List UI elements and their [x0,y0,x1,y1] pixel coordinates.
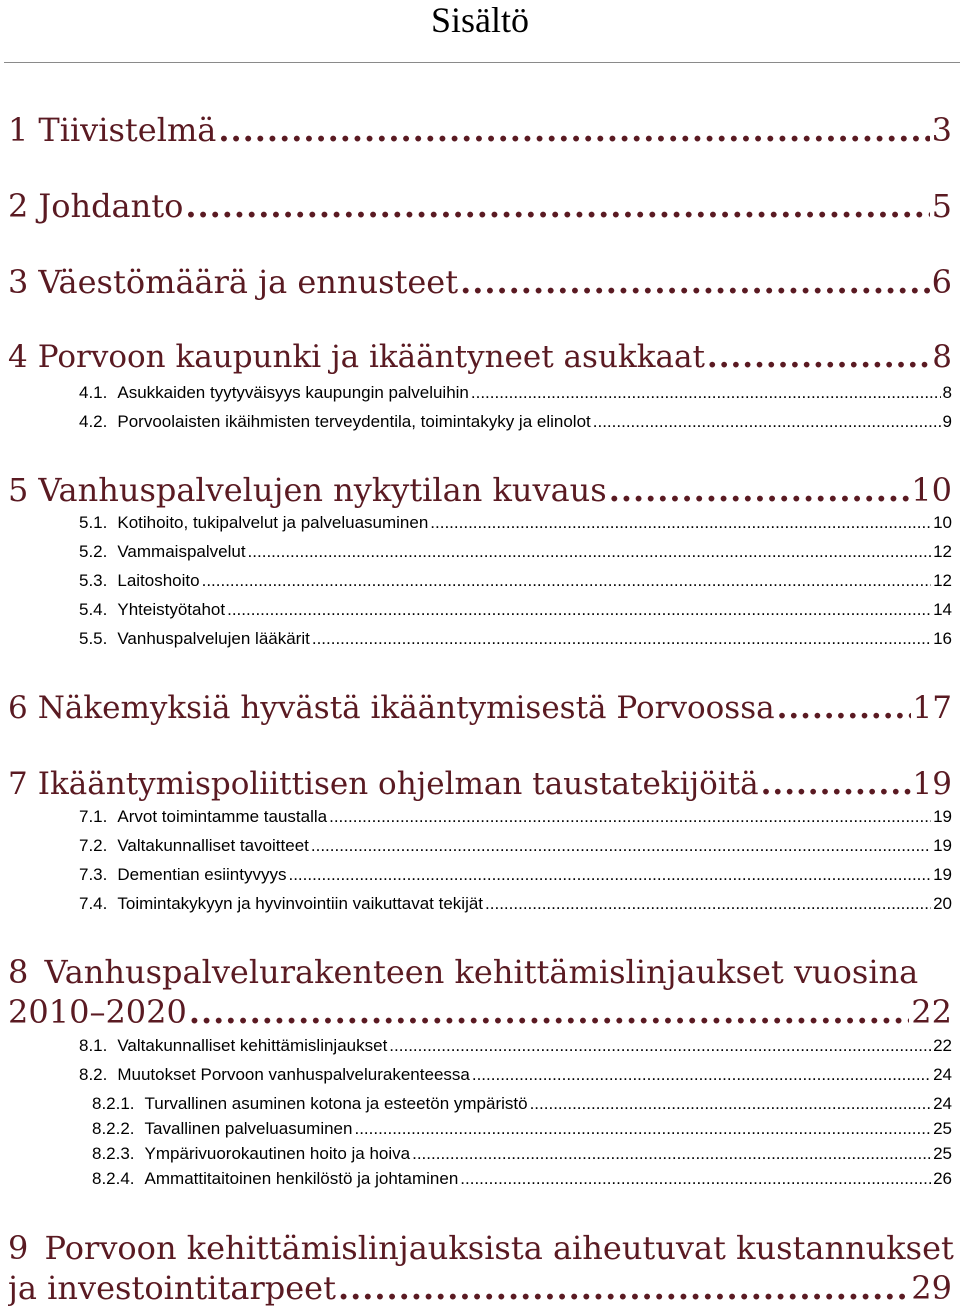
toc-entry-3[interactable] [8,262,952,302]
toc-entry-number: 8 [8,953,29,991]
dot-leader [248,541,932,563]
toc-entry-1[interactable] [8,110,952,150]
toc-entry-page: 10 [933,513,952,532]
toc-entry-title-line1 [8,952,952,992]
toc-entry-page: 26 [933,1169,952,1188]
dot-leader [311,835,931,857]
toc-entry-number: 2 [8,187,29,225]
page-title: Sisältö [430,0,529,40]
dot-leader [485,893,931,915]
toc-entry-title: Ammattitaitoinen henkilöstö ja johtaminen [144,1169,459,1188]
toc-entry-page: 22 [933,1036,952,1055]
toc-entry-number: 9 [8,1229,29,1267]
toc-entry-page: 9 [942,412,952,431]
toc-entry-number: 4.1. [79,383,108,402]
toc-entry-page: 29 [911,1269,952,1307]
toc-entry-title: Vammaispalvelut [117,542,246,561]
toc-entry-page: 14 [933,600,952,619]
toc-entry-7-1[interactable] [79,806,952,828]
toc-entry-8-2[interactable] [79,1064,952,1086]
toc-entry-page: 3 [931,111,952,149]
dot-leader [227,599,931,621]
toc-entry-8-1[interactable] [79,1035,952,1057]
toc-entry-page: 12 [933,571,952,590]
dot-leader [412,1143,931,1165]
dot-leader [288,864,931,886]
dot-leader [312,628,931,650]
dot-leader [338,1268,909,1308]
toc-entry-title: Vanhuspalvelujen lääkärit [117,629,310,648]
toc-entry-8[interactable] [8,952,952,1032]
toc-entry-title: Näkemyksiä hyvästä ikääntymisestä Porvoossa [37,690,775,726]
toc-entry-5-4[interactable] [79,599,952,621]
toc-entry-8-2-4[interactable] [92,1168,952,1190]
toc-entry-number: 8.2.1. [92,1094,135,1113]
toc-entry-title: Porvoon kehittämislinjauksista aiheutuvat kustannukset [44,1229,954,1267]
toc-entry-5[interactable] [8,470,952,510]
toc-entry-title: Porvoon kaupunki ja ikääntyneet asukkaat [37,339,705,375]
toc-entry-title: Ympärivuorokautinen hoito ja hoiva [144,1144,411,1163]
toc-entry-page: 24 [933,1065,952,1084]
toc-entry-title: Dementian esiintyvyys [117,865,287,884]
toc-entry-8-2-2[interactable] [92,1118,952,1140]
toc-entry-title: Väestömäärä ja ennusteet [38,263,459,301]
toc-entry-title-continued: ja investointitarpeet [8,1269,336,1307]
toc-entry-number: 7.4. [79,894,108,913]
toc-entry-title: Muutokset Porvoon vanhuspalvelurakenteessa [117,1065,470,1084]
dot-leader [202,570,931,592]
toc-entry-number: 7.1. [79,807,108,826]
toc-entry-number: 8.2. [79,1065,108,1084]
toc-entry-title: Asukkaiden tyytyväisyys kaupungin palveluihin [117,383,469,402]
toc-entry-number: 8.1. [79,1036,108,1055]
dot-leader [185,186,929,226]
toc-entry-title: Turvallinen asuminen kotona ja esteetön ympäristö [144,1094,528,1113]
toc-entry-5-1[interactable] [79,512,952,534]
toc-entry-page: 12 [933,542,952,561]
toc-entry-title: Ikääntymispoliittisen ohjelman taustatekijöitä [37,766,759,802]
toc-entry-title-line2 [8,1268,952,1308]
toc-entry-title: Tiivistelmä [38,111,217,149]
toc-entry-title: Vanhuspalvelurakenteen kehittämislinjaukset vuosina [44,953,919,991]
dot-leader [707,337,930,377]
toc-entry-page: 8 [932,339,952,375]
toc-entry-page: 5 [931,187,952,225]
toc-entry-4-2[interactable] [79,411,952,433]
toc-entry-number: 5.2. [79,542,108,561]
toc-entry-8-2-3[interactable] [92,1143,952,1165]
toc-entry-number: 5.3. [79,571,108,590]
toc-entry-page: 16 [933,629,952,648]
toc-entry-4[interactable] [8,337,952,377]
toc-entry-page: 6 [931,263,952,301]
toc-entry-5-5[interactable] [79,628,952,650]
toc-entry-4-1[interactable] [79,382,952,404]
dot-leader [761,764,911,804]
toc-entry-7-4[interactable] [79,893,952,915]
dot-leader [329,806,931,828]
toc-entry-page: 19 [933,836,952,855]
dot-leader [354,1118,931,1140]
toc-entry-page: 8 [942,383,952,402]
toc-entry-page: 10 [911,471,952,509]
toc-entry-number: 5 [8,471,29,509]
toc-entry-title: Yhteistyötahot [117,600,226,619]
toc-entry-page: 19 [933,807,952,826]
dot-leader [471,382,941,404]
toc-entry-title-continued: 2010–2020 [8,993,187,1031]
dot-leader [777,688,911,728]
toc-entry-title: Kotihoito, tukipalvelut ja palveluasuminen [117,513,429,532]
toc-entry-title: Johdanto [38,187,184,225]
dot-leader [609,470,910,510]
toc-entry-title: Vanhuspalvelujen nykytilan kuvaus [38,471,607,509]
toc-entry-number: 8.2.3. [92,1144,135,1163]
toc-entry-page: 17 [912,690,952,726]
toc-entry-title: Tavallinen palveluasuminen [144,1119,353,1138]
dot-leader [593,411,941,433]
toc-entry-number: 7 [8,766,28,802]
toc-entry-number: 6 [8,690,28,726]
toc-entry-number: 5.5. [79,629,108,648]
toc-entry-page: 20 [933,894,952,913]
toc-entry-number: 7.2. [79,836,108,855]
toc-entry-number: 1 [8,111,29,149]
toc-entry-page: 19 [912,766,952,802]
toc-entry-title: Toimintakykyyn ja hyvinvointiin vaikuttavat tekijät [117,894,484,913]
toc-entry-5-2[interactable] [79,541,952,563]
toc-entry-number: 7.3. [79,865,108,884]
toc-entry-8-2-1[interactable] [92,1093,952,1115]
dot-leader [189,992,909,1032]
toc-entry-title: Valtakunnalliset tavoitteet [117,836,309,855]
toc-entry-7[interactable] [8,764,952,804]
toc-entry-title: Arvot toimintamme taustalla [117,807,328,826]
dot-leader [530,1093,932,1115]
toc-entry-title-line1 [8,1228,952,1268]
toc-entry-7-3[interactable] [79,864,952,886]
dot-leader [218,110,929,150]
toc-entry-page: 24 [933,1094,952,1113]
toc-entry-page: 22 [911,993,952,1031]
toc-entry-number: 3 [8,263,29,301]
toc-entry-2[interactable] [8,186,952,226]
toc-entry-9[interactable] [8,1228,952,1308]
toc-entry-number: 4 [8,339,28,375]
title-divider [4,62,960,63]
toc-entry-number: 5.1. [79,513,108,532]
toc-entry-5-3[interactable] [79,570,952,592]
toc-entry-number: 5.4. [79,600,108,619]
toc-entry-title: Laitoshoito [117,571,200,590]
toc-entry-page: 25 [933,1119,952,1138]
toc-entry-page: 19 [933,865,952,884]
dot-leader [472,1064,931,1086]
toc-entry-number: 8.2.2. [92,1119,135,1138]
toc-entry-number: 8.2.4. [92,1169,135,1188]
toc-entry-title: Porvoolaisten ikäihmisten terveydentila, toimintakyky ja elinolot [117,412,591,431]
toc-entry-number: 4.2. [79,412,108,431]
toc-entry-title: Valtakunnalliset kehittämislinjaukset [117,1036,388,1055]
dot-leader [430,512,931,534]
dot-leader [460,1168,931,1190]
toc-entry-6[interactable] [8,688,952,728]
toc-entry-7-2[interactable] [79,835,952,857]
toc-entry-page: 25 [933,1144,952,1163]
dot-leader [460,262,930,302]
dot-leader [389,1035,931,1057]
toc-entry-title-line2 [8,992,952,1032]
